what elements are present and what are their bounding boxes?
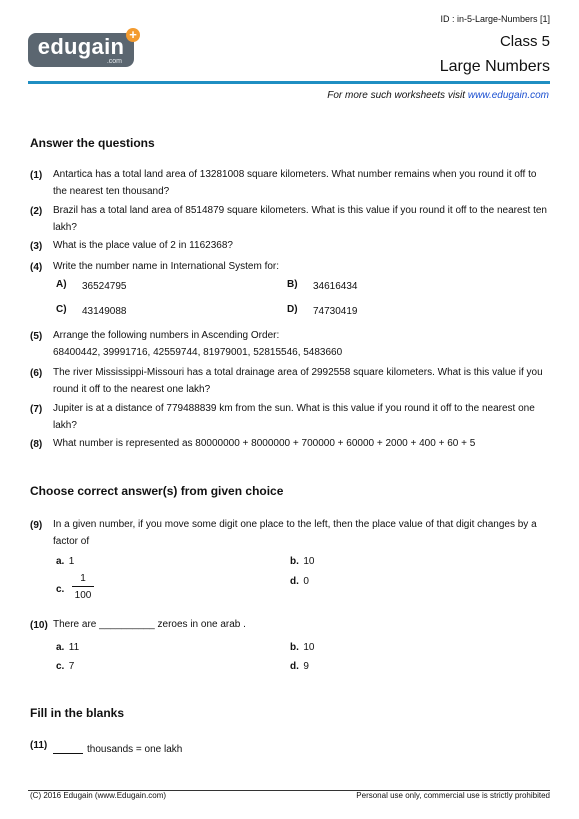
fraction-numerator: 1 xyxy=(80,573,86,584)
option-value: 9 xyxy=(303,661,309,672)
option-label: C) xyxy=(56,304,67,315)
option-value: 1 xyxy=(68,556,75,567)
question-number: (2) xyxy=(30,206,43,217)
option-value: 34616434 xyxy=(313,281,358,292)
question-text: What is the place value of 2 in 1162368? xyxy=(53,240,233,251)
option-label: b. xyxy=(290,556,299,567)
option-d[interactable] xyxy=(290,656,309,674)
question-number: (5) xyxy=(30,331,43,342)
option-b[interactable] xyxy=(290,637,314,655)
option-value: 10 xyxy=(303,556,315,567)
option-label: d. xyxy=(290,576,299,587)
option-c[interactable] xyxy=(56,656,74,674)
header-divider xyxy=(28,81,550,84)
question-text-numbers: 68400442, 39991716, 42559744, 81979001, 52815546, 5483660 xyxy=(53,347,343,358)
option-d[interactable] xyxy=(290,571,309,589)
option-label: A) xyxy=(56,279,67,290)
option-a[interactable] xyxy=(56,551,74,569)
edugain-logo xyxy=(28,33,134,67)
question-text: The river Mississippi-Missouri has a total drainage area of 2992558 square kilometers. What is this value if you round it off to the nearest one lakh? xyxy=(53,367,543,395)
option-value: 36524795 xyxy=(82,281,127,292)
fraction-denominator: 100 xyxy=(74,590,92,601)
question-number: (8) xyxy=(30,439,43,450)
option-label: B) xyxy=(287,279,298,290)
visit-prefix: For more such worksheets visit xyxy=(327,90,468,101)
option-value: 10 xyxy=(303,642,315,653)
option-label: d. xyxy=(290,661,299,672)
question-number: (6) xyxy=(30,368,43,379)
option-value: 0 xyxy=(303,576,309,587)
question-text: In a given number, if you move some digit one place to the left, then the place value of that digit changes by a factor of xyxy=(53,519,537,547)
logo-text: edugain xyxy=(37,34,125,59)
option-label: a. xyxy=(56,642,65,653)
question-number: (1) xyxy=(30,170,43,181)
question-text xyxy=(53,741,553,758)
section-title-choose: Choose correct answer(s) from given choice xyxy=(30,484,284,498)
question-text: Arrange the following numbers in Ascending Order: xyxy=(53,330,280,341)
question-text: Brazil has a total land area of 8514879 square kilometers. What is this value if you round it off to the nearest ten lakh? xyxy=(53,205,547,233)
visit-line xyxy=(327,90,549,101)
option-value: 43149088 xyxy=(82,306,127,317)
option-c[interactable]: c. xyxy=(56,584,65,595)
answer-blank[interactable] xyxy=(53,741,83,754)
question-text: Write the number name in International System for: xyxy=(53,261,280,272)
question-text: There are __________ zeroes in one arab . xyxy=(53,619,246,630)
question-text: What number is represented as 80000000 + 8000000 + 700000 + 60000 + 2000 + 400 + 60 + 5 xyxy=(53,438,476,449)
question-text: Jupiter is at a distance of 779488839 km from the sun. What is this value if you round it off to the nearest one lakh? xyxy=(53,403,535,431)
edugain-link[interactable]: www.edugain.com xyxy=(467,90,549,101)
footer-notice: Personal use only, commercial use is strictly prohibited xyxy=(356,791,550,800)
option-label: a. xyxy=(56,556,65,567)
fraction-bar xyxy=(72,586,94,587)
blank-suffix: thousands = one lakh xyxy=(87,744,183,755)
topic-title: Large Numbers xyxy=(439,58,550,75)
option-label: b. xyxy=(290,642,299,653)
question-number: (3) xyxy=(30,241,43,252)
question-number: (10) xyxy=(30,620,48,631)
option-value: 7 xyxy=(68,661,75,672)
option-label: c. xyxy=(56,661,65,672)
option-b[interactable] xyxy=(290,551,314,569)
question-text: Antartica has a total land area of 13281008 square kilometers. What number remains when you round it off to the nearest ten thousand? xyxy=(53,169,537,197)
option-label: D) xyxy=(287,304,298,315)
section-title-fill: Fill in the blanks xyxy=(30,706,125,720)
question-number: (4) xyxy=(30,262,43,273)
question-number: (11) xyxy=(30,740,48,751)
class-title: Class 5 xyxy=(499,33,550,50)
worksheet-id: ID : in-5-Large-Numbers [1] xyxy=(440,14,550,24)
option-value: 74730419 xyxy=(313,306,358,317)
plus-icon: + xyxy=(126,28,140,42)
footer-copyright: (C) 2016 Edugain (www.Edugain.com) xyxy=(30,791,167,800)
section-title-answer: Answer the questions xyxy=(30,136,155,150)
question-number: (7) xyxy=(30,404,43,415)
option-a[interactable] xyxy=(56,637,79,655)
question-number: (9) xyxy=(30,520,43,531)
fraction xyxy=(72,573,94,601)
logo-subtext: .com xyxy=(106,58,122,65)
option-value: 11 xyxy=(68,642,80,653)
